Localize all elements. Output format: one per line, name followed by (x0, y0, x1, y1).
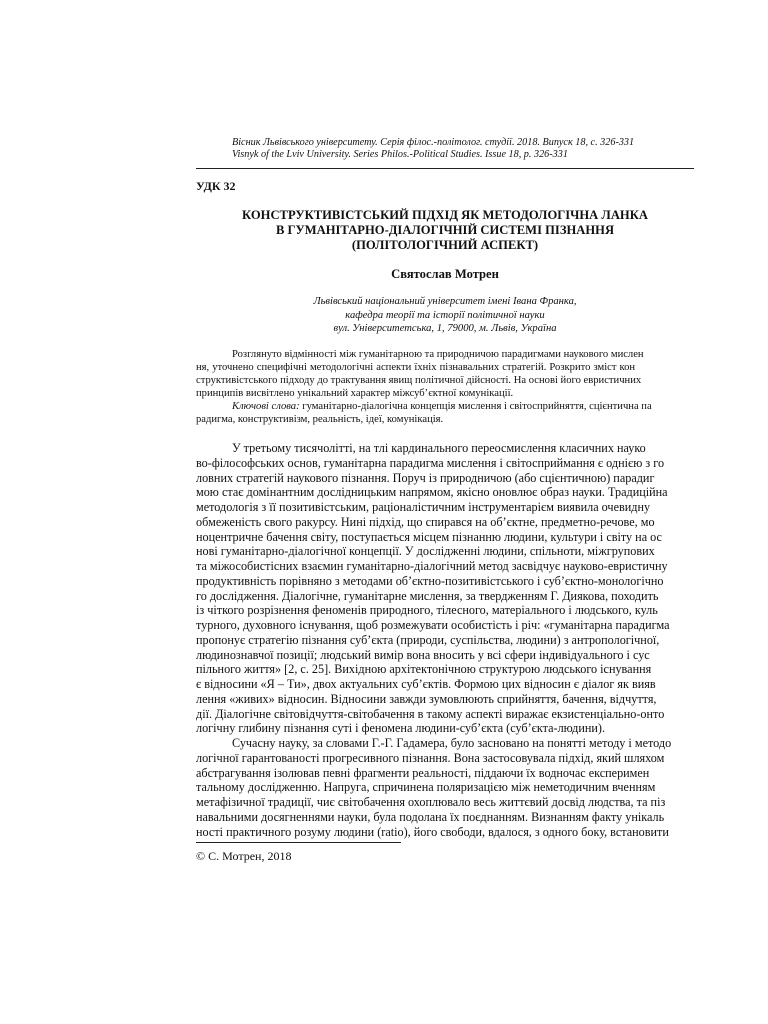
body-line: є відносини «Я – Ти», двох актуальних суб’єктів. Формою цих відносин є діалог як вияв (196, 677, 656, 691)
body-line: продуктивність порівняно з методами об’єктно-позитивістського і суб’єктно-монологічно (196, 573, 664, 588)
header-rule (196, 168, 694, 169)
body-line: та міжособистісних взаємин гуманітарно-діалогічний метод засвідчує науково-евристичну (196, 559, 668, 573)
abstract-line: Розглянуто відмінності між гуманітарною та природничою парадигмами наукового мислен (232, 349, 644, 360)
keywords (196, 401, 694, 414)
body-line: ності практичного розуму людини (ratio), його свободи, вдалося, з одного боку, встановити (196, 824, 669, 839)
body-line: логічну глибину пізнання суті і феномена людини-суб’єкта (суб’єкта-людини). (196, 721, 606, 736)
running-head-en: Visnyk of the Lviv University. Series Philos.-Political Studies. Issue 18, p. 326-331 (232, 149, 568, 160)
body-line: пільного життя» [2, с. 25]. Вихідною архітектонічною структурою людського існування (196, 662, 652, 677)
body-line: логічної гарантованості прогресивного пізнання. Вона застосовувала підхід, який шляхом (196, 750, 665, 765)
title-line: В ГУМАНІТАРНО-ДІАЛОГІЧНІЙ СИСТЕМІ ПІЗНАННЯ (275, 223, 615, 237)
affiliation-line: кафедра теорії та історії політичної науки (345, 309, 545, 321)
affiliation-line: Львівський національний університет імені Івана Франка, (313, 296, 577, 307)
body-line: мою стає домінантним дослідницьким напрямом, якісно оновлює образ науки. Традиційна (196, 485, 668, 500)
title-line: (ПОЛІТОЛОГІЧНИЙ АСПЕКТ) (351, 238, 539, 252)
udk-code: УДК 32 (196, 179, 236, 193)
body-line: ноцентричне бачення світу, поступається місцем пізнанню людини, культури і світу на ос (196, 529, 662, 544)
running-head-ua: Вісник Львівського університету. Серія філос.-політолог. студії. 2018. Випуск 18, с. 326-331 (232, 137, 635, 148)
author-name: Святослав Мотрен (391, 267, 499, 281)
running-head (232, 137, 672, 161)
footnote-rule (196, 842, 401, 843)
body-line: ловних стратегій наукового пізнання. Поруч із природничою (або сцієнтичною) парадиг (196, 470, 655, 485)
body-line: пропонує стратегію пізнання суб’єкта (природи, суспільства, людини) з антропологічної, (196, 632, 660, 647)
copyright-footnote: © С. Мотрен, 2018 (196, 849, 292, 863)
body-line: методологія з її позитивістським, раціоналістичним інструментарієм виявила очевидну (196, 500, 651, 514)
article-body (196, 441, 694, 839)
body-line: У третьому тисячолітті, на тлі кардинального переосмислення класичних науко (232, 441, 646, 455)
affiliation-line: вул. Університетська, 1, 79000, м. Львів, Україна (333, 323, 557, 334)
abstract-line: структивістського підходу до трактування явищ політичної дійсності. На основі його евристичних (196, 374, 642, 386)
abstract-line: ня, уточнено специфічні методологічні аспекти їхніх пізнавальних стратегій. Розкрито зміст кон (196, 361, 636, 373)
abstract (196, 349, 694, 426)
body-line: лення «живих» відносин. Відносини завжди зумовлюють сприйняття, бачення, відчуття, (196, 691, 657, 706)
body-line: обмеженість свого ракурсу. Нині підхід, що спирався на об’єктне, предметно-речове, мо (196, 514, 655, 529)
body-line: Сучасну науку, за словами Г.-Г. Гадамера, було засновано на понятті методу і методо (232, 736, 672, 750)
body-line: метафізичної традиції, чиє світобачення охоплювало весь життєвий досвід людства, та піз (196, 795, 666, 809)
body-line: людинознавчої позиції; людський вимір вона вносить у всі сфери індивідуального і сус (196, 647, 650, 662)
body-line: во-філософських основ, гуманітарна парадигма мислення і світосприймання є однією з го (196, 455, 665, 470)
body-line: го дослідження. Діалогічне, гуманітарне мислення, за твердженням Г. Диякова, походить (196, 588, 659, 603)
body-line: абстрагування ізолював певні фрагменти реальності, піддаючи їх водночас експеримен (196, 765, 650, 780)
keywords-text: гуманітарно-діалогічна концепція мислення і світосприйняття, сцієнтична па (299, 400, 652, 412)
body-line: навальними досягненнями науки, була подолана їх поєднанням. Визнанням факту унікаль (196, 809, 665, 824)
body-line: із чіткого розрізнення феноменів природного, тілесного, матеріального і людського, куль (196, 603, 658, 618)
abstract-line: принципів висвітлено унікальний характер міжсуб’єктної комунікації. (196, 387, 514, 399)
keywords-line: радигма, конструктивізм, реальність, ідеї, комунікація. (196, 413, 444, 425)
article-title (196, 208, 694, 253)
keywords-label: Ключові слова: (232, 400, 300, 412)
body-line: турного, духовного існування, щоб розмежувати особистість і річ: «гуманітарна парадигма (196, 618, 670, 632)
affiliation (196, 295, 694, 336)
body-line: дії. Діалогічне світовідчуття-світобачення в такому аспекті виражає екзистенціально-онто (196, 706, 665, 721)
body-line: нові гуманітарно-діалогічної концепції. У дослідженні людини, спільноти, міжгрупових (196, 544, 655, 559)
body-line: тальному дослідженню. Напруга, спричинена поляризацією між неметодичним вченням (196, 780, 656, 795)
title-line: КОНСТРУКТИВІСТСЬКИЙ ПІДХІД ЯК МЕТОДОЛОГІЧНА ЛАНКА (242, 208, 648, 222)
